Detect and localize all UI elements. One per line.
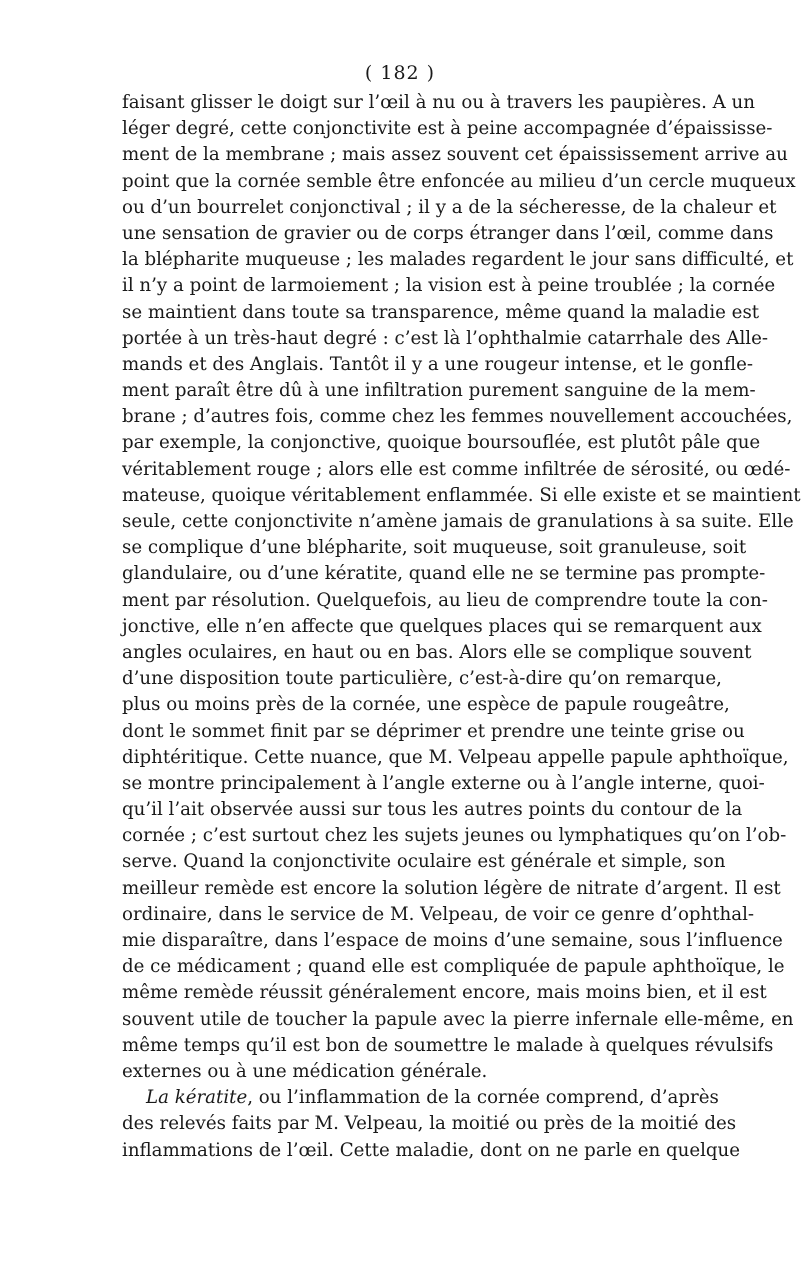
line-text: , ou l’inflammation de la cornée comprend, d’après <box>247 1087 719 1109</box>
text-line: de ce médicament ; quand elle est compliquée de papule aphthoïque, le <box>122 956 785 978</box>
text-line: glandulaire, ou d’une kératite, quand elle ne se termine pas prompte- <box>122 563 766 585</box>
italic-term: La kératite <box>146 1087 248 1109</box>
text-line: la blépharite muqueuse ; les malades regardent le jour sans difficulté, et <box>122 249 794 271</box>
text-line: même temps qu’il est bon de soumettre le malade à quelques révulsifs <box>122 1034 774 1056</box>
text-line: des relevés faits par M. Velpeau, la moitié ou près de la moitié des <box>122 1113 737 1135</box>
text-line: il n’y a point de larmoiement ; la vision est à peine troublée ; la cornée <box>122 275 776 297</box>
text-line: externes ou à une médication générale. <box>122 1060 488 1082</box>
text-line: même remède réussit généralement encore, mais moins bien, et il est <box>122 982 767 1004</box>
text-line: seule, cette conjonctivite n’amène jamais de granulations à sa suite. Elle <box>122 511 794 532</box>
page-number: ( 182 ) <box>364 62 436 84</box>
text-line: angles oculaires, en haut ou en bas. Alors elle se complique souvent <box>122 641 752 663</box>
text-line: se complique d’une blépharite, soit muqueuse, soit granuleuse, soit <box>122 537 747 559</box>
body-text <box>122 90 801 1164</box>
text-line: d’une disposition toute particulière, c’est-à-dire qu’on remarque, <box>122 668 722 690</box>
text-line: dont le sommet finit par se déprimer et prendre une teinte grise ou <box>122 720 745 742</box>
text-line: point que la cornée semble être enfoncée au milieu d’un cercle muqueux <box>122 170 796 192</box>
text-line: brane ; d’autres fois, comme chez les femmes nouvellement accouchées, <box>122 406 793 428</box>
text-line: ment de la membrane ; mais assez souvent cet épaississement arrive au <box>122 144 788 166</box>
text-line: plus ou moins près de la cornée, une espèce de papule rougeâtre, <box>122 694 730 716</box>
text-line: se maintient dans toute sa transparence, même quand la maladie est <box>122 301 760 323</box>
text-line: léger degré, cette conjonctivite est à peine accompagnée d’épaississe- <box>122 118 773 140</box>
text-line: portée à un très-haut degré : c’est là l’ophthalmie catarrhale des Alle- <box>122 327 769 349</box>
text-line: diphtéritique. Cette nuance, que M. Velpeau appelle papule aphthoïque, <box>122 746 789 768</box>
paragraph-1 <box>122 90 801 1085</box>
text-line: inflammations de l’œil. Cette maladie, dont on ne parle en quelque <box>122 1139 741 1161</box>
text-line: ment paraît être dû à une infiltration purement sanguine de la mem- <box>122 380 756 402</box>
text-line: se montre principalement à l’angle externe ou à l’angle interne, quoi- <box>122 772 765 794</box>
paragraph-2 <box>122 1085 741 1164</box>
text-line: une sensation de gravier ou de corps étranger dans l’œil, comme dans <box>122 222 774 244</box>
text-line: cornée ; c’est surtout chez les sujets jeunes ou lymphatiques qu’on l’ob- <box>122 825 787 847</box>
text-line: mateuse, quoique véritablement enflammée. Si elle existe et se maintient <box>122 484 801 506</box>
text-line: qu’il l’ait observée aussi sur tous les autres points du contour de la <box>122 799 743 821</box>
text-line: par exemple, la conjonctive, quoique boursouflée, est plutôt pâle que <box>122 432 761 454</box>
text-line: jonctive, elle n’en affecte que quelques places qui se remarquent aux <box>122 615 762 637</box>
text-line: mands et des Anglais. Tantôt il y a une rougeur intense, et le gonfle- <box>122 353 753 375</box>
text-line: souvent utile de toucher la papule avec la pierre infernale elle-même, en <box>122 1008 794 1030</box>
text-line: meilleur remède est encore la solution légère de nitrate d’argent. Il est <box>122 877 781 899</box>
text-line <box>122 1085 719 1111</box>
text-line: ou d’un bourrelet conjonctival ; il y a de la sécheresse, de la chaleur et <box>122 196 777 218</box>
text-line: mie disparaître, dans l’espace de moins d’une semaine, sous l’influence <box>122 930 783 951</box>
text-line: serve. Quand la conjonctivite oculaire est générale et simple, son <box>122 851 726 873</box>
text-line: ordinaire, dans le service de M. Velpeau, de voir ce genre d’ophthal- <box>122 903 755 925</box>
text-line: ment par résolution. Quelquefois, au lieu de comprendre toute la con- <box>122 589 768 611</box>
text-line: faisant glisser le doigt sur l’œil à nu ou à travers les paupières. A un <box>122 92 755 113</box>
text-line: véritablement rouge ; alors elle est comme infiltrée de sérosité, ou œdé- <box>122 458 791 480</box>
